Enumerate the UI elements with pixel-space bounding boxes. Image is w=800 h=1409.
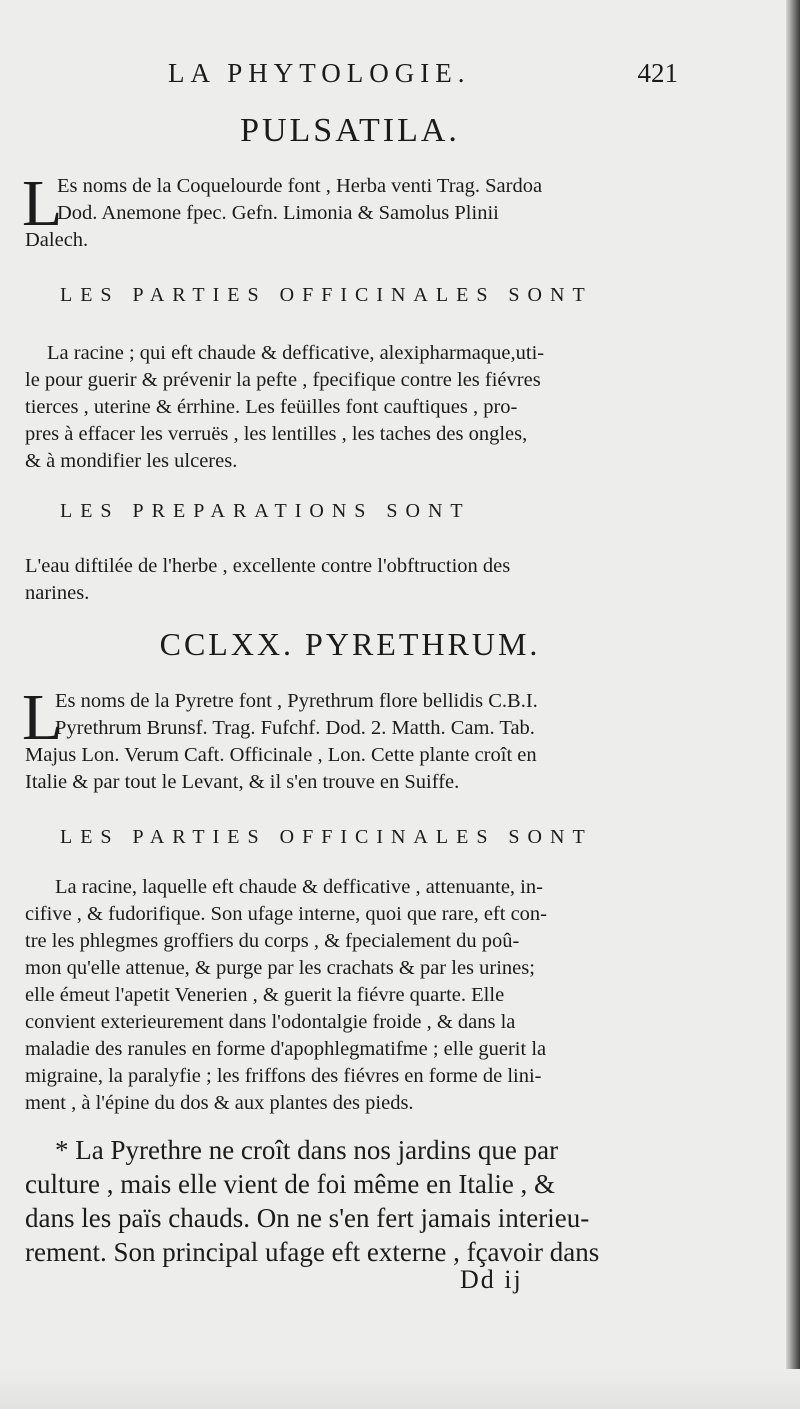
- text-line: Italie & par tout le Levant, & il s'en trouve en Suiffe.: [25, 771, 460, 793]
- section-title-pulsatila: PULSATILA.: [240, 112, 460, 149]
- text-line: Es noms de la Pyretre font , Pyrethrum flore bellidis C.B.I.: [55, 690, 538, 712]
- text-line: Majus Lon. Verum Caft. Officinale , Lon. Cette plante croît en: [25, 744, 537, 766]
- drop-cap: L: [22, 167, 63, 240]
- text-line: Dod. Anemone fpec. Gefn. Limonia & Samolus Plinii: [57, 202, 499, 224]
- text-line: La racine, laquelle eft chaude & defficative , attenuante, in-: [55, 876, 543, 898]
- names-paragraph-pyrethrum: [25, 688, 670, 796]
- page-edge-shadow: [786, 0, 800, 1409]
- preparations-paragraph: [25, 553, 670, 607]
- section-heading: LES PARTIES OFFICINALES SONT: [60, 826, 593, 848]
- text-line: * La Pyrethre ne croît dans nos jardins que par: [55, 1135, 559, 1165]
- editor-note: [25, 1133, 675, 1269]
- section-heading: LES PREPARATIONS SONT: [60, 500, 471, 522]
- text-line: cifive , & fudorifique. Son ufage interne, quoi que rare, eft con-: [25, 903, 547, 925]
- drop-cap: L: [22, 681, 63, 754]
- names-paragraph-pulsatila: [25, 173, 670, 254]
- text-line: Dalech.: [25, 229, 89, 251]
- parties-paragraph-pulsatila: [25, 340, 670, 475]
- text-line: maladie des ranules en forme d'apophlegmatifme ; elle guerit la: [25, 1038, 547, 1060]
- text-line: La racine ; qui eft chaude & defficative, alexipharmaque,uti-: [47, 342, 545, 364]
- text-line: tre les phlegmes groffiers du corps , & fpecialement du poû-: [25, 930, 520, 952]
- text-line: narines.: [25, 582, 90, 604]
- text-line: pres à effacer les verruës , les lentilles , les taches des ongles,: [25, 423, 528, 445]
- text-line: dans les païs chauds. On ne s'en fert jamais interieu-: [25, 1203, 590, 1233]
- text-line: rement. Son principal ufage eft externe , fçavoir dans: [25, 1237, 600, 1267]
- text-line: & à mondifier les ulceres.: [25, 450, 238, 472]
- text-line: ment , à l'épine du dos & aux plantes des pieds.: [25, 1092, 414, 1114]
- text-line: tierces , uterine & érrhine. Les feüilles font cauftiques , pro-: [25, 396, 518, 418]
- text-line: convient exterieurement dans l'odontalgie froide , & dans la: [25, 1011, 516, 1033]
- page-bottom-margin: [0, 1369, 800, 1409]
- text-line: le pour guerir & prévenir la pefte , fpecifique contre les fiévres: [25, 369, 541, 391]
- text-line: Pyrethrum Brunsf. Trag. Fufchf. Dod. 2. Matth. Cam. Tab.: [55, 717, 535, 739]
- running-title: LA PHYTOLOGIE.: [168, 58, 471, 88]
- section-heading: LES PARTIES OFFICINALES SONT: [60, 284, 593, 306]
- text-line: L'eau diftilée de l'herbe , excellente contre l'obftruction des: [25, 555, 511, 577]
- signature-mark: Dd ij: [460, 1265, 523, 1294]
- parties-paragraph-pyrethrum: [25, 874, 670, 1117]
- page-number: 421: [637, 58, 678, 88]
- text-line: mon qu'elle attenue, & purge par les crachats & par les urines;: [25, 957, 535, 979]
- running-header: [160, 58, 680, 92]
- section-title-pyrethrum: CCLXX. PYRETHRUM.: [159, 626, 541, 662]
- text-line: Es noms de la Coquelourde font , Herba venti Trag. Sardoa: [57, 175, 543, 197]
- text-line: migraine, la paralyfie ; les friffons des fiévres en forme de lini-: [25, 1065, 542, 1087]
- text-line: culture , mais elle vient de foi même en Italie , &: [25, 1169, 556, 1199]
- text-line: elle émeut l'apetit Venerien , & guerit la fiévre quarte. Elle: [25, 984, 505, 1006]
